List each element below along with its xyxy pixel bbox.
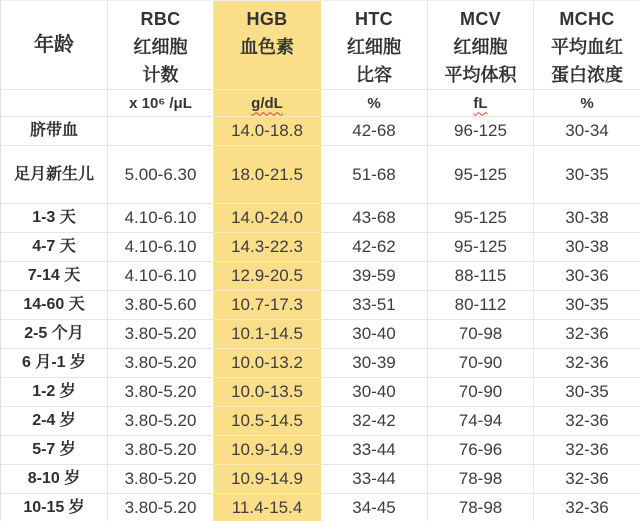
cell-hgb: 10.0-13.5 (214, 378, 321, 407)
cell-rbc: 3.80-5.20 (108, 436, 214, 465)
table-row (1, 117, 640, 146)
row-age-label: 7-14 天 (1, 262, 108, 291)
cell-hgb: 10.9-14.9 (214, 436, 321, 465)
cell-hgb: 10.7-17.3 (214, 291, 321, 320)
column-header-age (1, 1, 108, 90)
cell-mcv: 88-115 (428, 262, 534, 291)
table-row (1, 465, 640, 494)
row-age-label: 脐带血 (1, 117, 108, 146)
column-header-htc (321, 1, 428, 90)
column-header-mcv (428, 1, 534, 90)
cell-rbc: 3.80-5.60 (108, 291, 214, 320)
column-name-line: 红细胞 (453, 37, 508, 57)
cell-htc: 39-59 (321, 262, 428, 291)
cell-mcv: 76-96 (428, 436, 534, 465)
column-name-line: 计数 (142, 65, 179, 85)
cell-mcv: 78-98 (428, 465, 534, 494)
cell-mcv: 95-125 (428, 204, 534, 233)
cell-rbc: 3.80-5.20 (108, 378, 214, 407)
cell-htc: 33-44 (321, 465, 428, 494)
table-row (1, 262, 640, 291)
row-age-label: 6 月-1 岁 (1, 349, 108, 378)
column-name-line: 红细胞 (133, 37, 188, 57)
cell-htc: 30-39 (321, 349, 428, 378)
cell-hgb: 10.0-13.2 (214, 349, 321, 378)
cell-mchc: 32-36 (534, 349, 640, 378)
column-header-rbc (108, 1, 214, 90)
cell-mchc: 32-36 (534, 436, 640, 465)
cell-mchc: 30-35 (534, 291, 640, 320)
column-name-line: 平均血红 (551, 37, 623, 57)
row-age-label: 足月新生儿 (1, 146, 108, 204)
column-abbr: HTC (355, 9, 393, 29)
cell-rbc: 3.80-5.20 (108, 349, 214, 378)
table-header (1, 1, 640, 117)
cell-htc: 51-68 (321, 146, 428, 204)
cell-rbc: 4.10-6.10 (108, 262, 214, 291)
cell-mcv: 70-98 (428, 320, 534, 349)
column-name-line: 蛋白浓度 (551, 65, 623, 85)
cell-mchc: 30-35 (534, 146, 640, 204)
cell-rbc: 3.80-5.20 (108, 494, 214, 521)
cell-rbc: 3.80-5.20 (108, 465, 214, 494)
cell-hgb: 10.5-14.5 (214, 407, 321, 436)
cell-rbc (108, 117, 214, 146)
cell-mcv: 95-125 (428, 146, 534, 204)
cell-hgb: 14.3-22.3 (214, 233, 321, 262)
column-header-hgb (214, 1, 321, 90)
cell-mchc: 32-36 (534, 494, 640, 521)
column-name-line: 红细胞 (347, 37, 401, 57)
cell-hgb: 14.0-24.0 (214, 204, 321, 233)
cell-hgb: 11.4-15.4 (214, 494, 321, 521)
cell-mchc: 30-35 (534, 378, 640, 407)
unit-label: % (580, 94, 594, 112)
table-row (1, 233, 640, 262)
cell-mcv: 95-125 (428, 233, 534, 262)
row-age-label: 1-3 天 (1, 204, 108, 233)
row-age-label: 8-10 岁 (1, 465, 108, 494)
table-row (1, 146, 640, 204)
unit-hgb (214, 90, 321, 117)
age-header-label: 年龄 (34, 34, 74, 56)
unit-htc (321, 90, 428, 117)
cell-htc: 32-42 (321, 407, 428, 436)
cell-htc: 42-68 (321, 117, 428, 146)
unit-label: g/dL (251, 94, 283, 112)
column-name-line: 血色素 (240, 37, 294, 57)
cell-mchc: 30-36 (534, 262, 640, 291)
unit-label: x 10⁶ /μL (129, 94, 192, 112)
unit-mcv (428, 90, 534, 117)
cell-htc: 30-40 (321, 378, 428, 407)
cell-hgb: 14.0-18.8 (214, 117, 321, 146)
table-row (1, 494, 640, 521)
header-units-row (1, 90, 640, 117)
table-row (1, 320, 640, 349)
cell-rbc: 4.10-6.10 (108, 233, 214, 262)
table-body (1, 117, 640, 521)
cell-mchc: 32-36 (534, 465, 640, 494)
cell-mchc: 30-38 (534, 204, 640, 233)
row-age-label: 14-60 天 (1, 291, 108, 320)
cell-htc: 33-51 (321, 291, 428, 320)
unit-age (1, 90, 108, 117)
cell-mcv: 78-98 (428, 494, 534, 521)
cell-hgb: 12.9-20.5 (214, 262, 321, 291)
cell-mcv: 70-90 (428, 349, 534, 378)
unit-label: fL (473, 94, 488, 112)
row-age-label: 2-4 岁 (1, 407, 108, 436)
cell-mcv: 70-90 (428, 378, 534, 407)
cell-htc: 34-45 (321, 494, 428, 521)
row-age-label: 10-15 岁 (1, 494, 108, 521)
cell-hgb: 10.9-14.9 (214, 465, 321, 494)
cell-mcv: 74-94 (428, 407, 534, 436)
cell-htc: 30-40 (321, 320, 428, 349)
cell-rbc: 3.80-5.20 (108, 320, 214, 349)
cell-htc: 33-44 (321, 436, 428, 465)
column-name-line: 平均体积 (444, 65, 517, 85)
unit-label: % (367, 94, 381, 112)
column-abbr: RBC (140, 9, 181, 29)
table-row (1, 407, 640, 436)
table-row (1, 378, 640, 407)
row-age-label: 4-7 天 (1, 233, 108, 262)
row-age-label: 1-2 岁 (1, 378, 108, 407)
column-abbr: HGB (246, 9, 288, 29)
unit-mchc (534, 90, 640, 117)
cell-htc: 43-68 (321, 204, 428, 233)
cell-mcv: 80-112 (428, 291, 534, 320)
column-abbr: MCHC (559, 9, 615, 29)
row-age-label: 2-5 个月 (1, 320, 108, 349)
unit-rbc (108, 90, 214, 117)
cell-mchc: 32-36 (534, 320, 640, 349)
cell-hgb: 10.1-14.5 (214, 320, 321, 349)
table-row (1, 291, 640, 320)
cell-htc: 42-62 (321, 233, 428, 262)
table-row (1, 204, 640, 233)
cell-hgb: 18.0-21.5 (214, 146, 321, 204)
cell-mchc: 30-34 (534, 117, 640, 146)
cell-rbc: 5.00-6.30 (108, 146, 214, 204)
cell-mchc: 30-38 (534, 233, 640, 262)
column-abbr: MCV (460, 9, 501, 29)
header-names-row (1, 1, 640, 90)
cell-mcv: 96-125 (428, 117, 534, 146)
cell-rbc: 4.10-6.10 (108, 204, 214, 233)
table-row (1, 436, 640, 465)
cell-mchc: 32-36 (534, 407, 640, 436)
cell-rbc: 3.80-5.20 (108, 407, 214, 436)
column-name-line: 比容 (356, 65, 392, 85)
table-row (1, 349, 640, 378)
row-age-label: 5-7 岁 (1, 436, 108, 465)
column-header-mchc (534, 1, 640, 90)
